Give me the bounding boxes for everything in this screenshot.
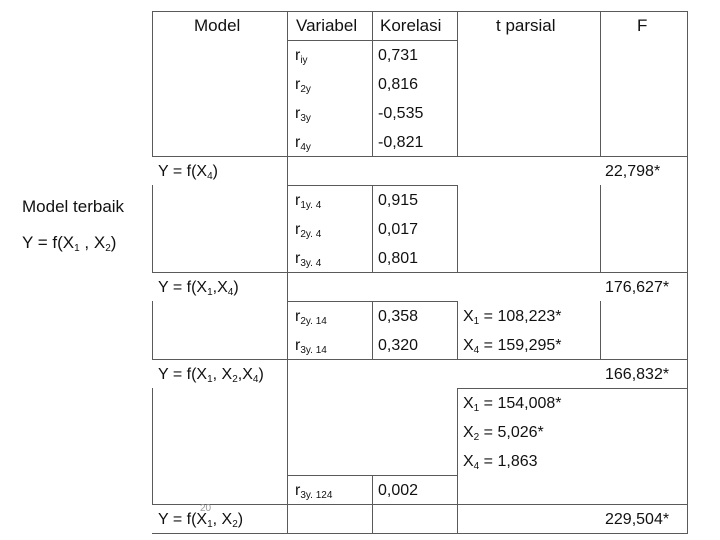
grid-line [152,11,688,12]
model-label: $Y = f(X_4)$ [158,163,218,182]
grid-line [600,11,601,156]
page-number: 20 [200,503,212,514]
model-label: $Y = f(X_1$, $X_2,X_4$) [158,366,264,385]
korelasi-cell: 0,358 [378,308,419,325]
header-model: Model [194,16,241,35]
variable-cell: $r_{3y. 14}$ [295,337,327,356]
grid-line [152,504,688,505]
grid-line [600,185,601,272]
f-value: 166,832* [605,366,670,383]
korelasi-cell: 0,816 [378,76,419,93]
grid-line [372,301,373,359]
korelasi-cell: 0,320 [378,337,419,354]
korelasi-cell: 0,002 [378,482,419,499]
best-model-equation: $Y = f(X_1$ , $X_2$) [22,233,117,254]
variable-cell: $r_{2y}$ [295,76,311,95]
grid-line [152,11,153,156]
grid-line [457,11,458,156]
korelasi-cell: 0,017 [378,221,419,238]
variable-cell: $r_{4y}$ [295,134,311,153]
variable-cell: $r_{2y. 14}$ [295,308,327,327]
grid-line [457,301,458,359]
f-value: 229,504* [605,511,670,528]
model-label: $Y = f(X_1,X_4)$ [158,279,239,298]
grid-line [152,301,153,359]
header-korelasi: Korelasi [380,16,442,35]
grid-line [152,533,688,534]
grid-line [457,388,688,389]
header-variabel: Variabel [296,16,358,35]
korelasi-cell: -0,821 [378,134,424,151]
grid-line [152,388,153,504]
grid-line [152,359,688,360]
f-value: 176,627* [605,279,670,296]
grid-line [152,185,153,272]
best-model-label: Model terbaik [22,197,125,216]
variable-cell: $r_{3y}$ [295,105,311,124]
grid-line [152,272,688,273]
grid-line [457,185,458,272]
grid-line [287,11,288,534]
t-parsial-cell: $X_2 = 5,026*$ [463,424,544,443]
grid-line [152,156,688,157]
grid-line [372,185,373,272]
korelasi-cell: 0,731 [378,47,419,64]
korelasi-cell: 0,915 [378,192,419,209]
grid-line [372,11,373,156]
variable-cell: $r_{2y. 4}$ [295,221,322,240]
grid-line [687,11,688,534]
model-label: $Y = f(X_1$, $X_2$) [158,511,244,530]
t-parsial-cell: $X_4 = 159,295*$ [463,337,562,356]
t-parsial-cell: $X_1 = 154,008*$ [463,395,562,414]
grid-line [600,301,601,359]
variable-cell: $r_{1y. 4}$ [295,192,322,211]
grid-line [372,475,373,533]
variable-cell: $r_{iy}$ [295,47,308,66]
variable-cell: $r_{3y. 124}$ [295,482,333,501]
korelasi-cell: 0,801 [378,250,419,267]
grid-line [457,388,458,533]
t-parsial-cell: $X_4 = 1,863$ [463,453,538,472]
variable-cell: $r_{3y. 4}$ [295,250,322,269]
header-f: F [637,16,648,35]
korelasi-cell: -0,535 [378,105,424,122]
t-parsial-cell: $X_1 = 108,223*$ [463,308,562,327]
header-t-parsial: t parsial [496,16,556,35]
f-value: 22,798* [605,163,661,180]
